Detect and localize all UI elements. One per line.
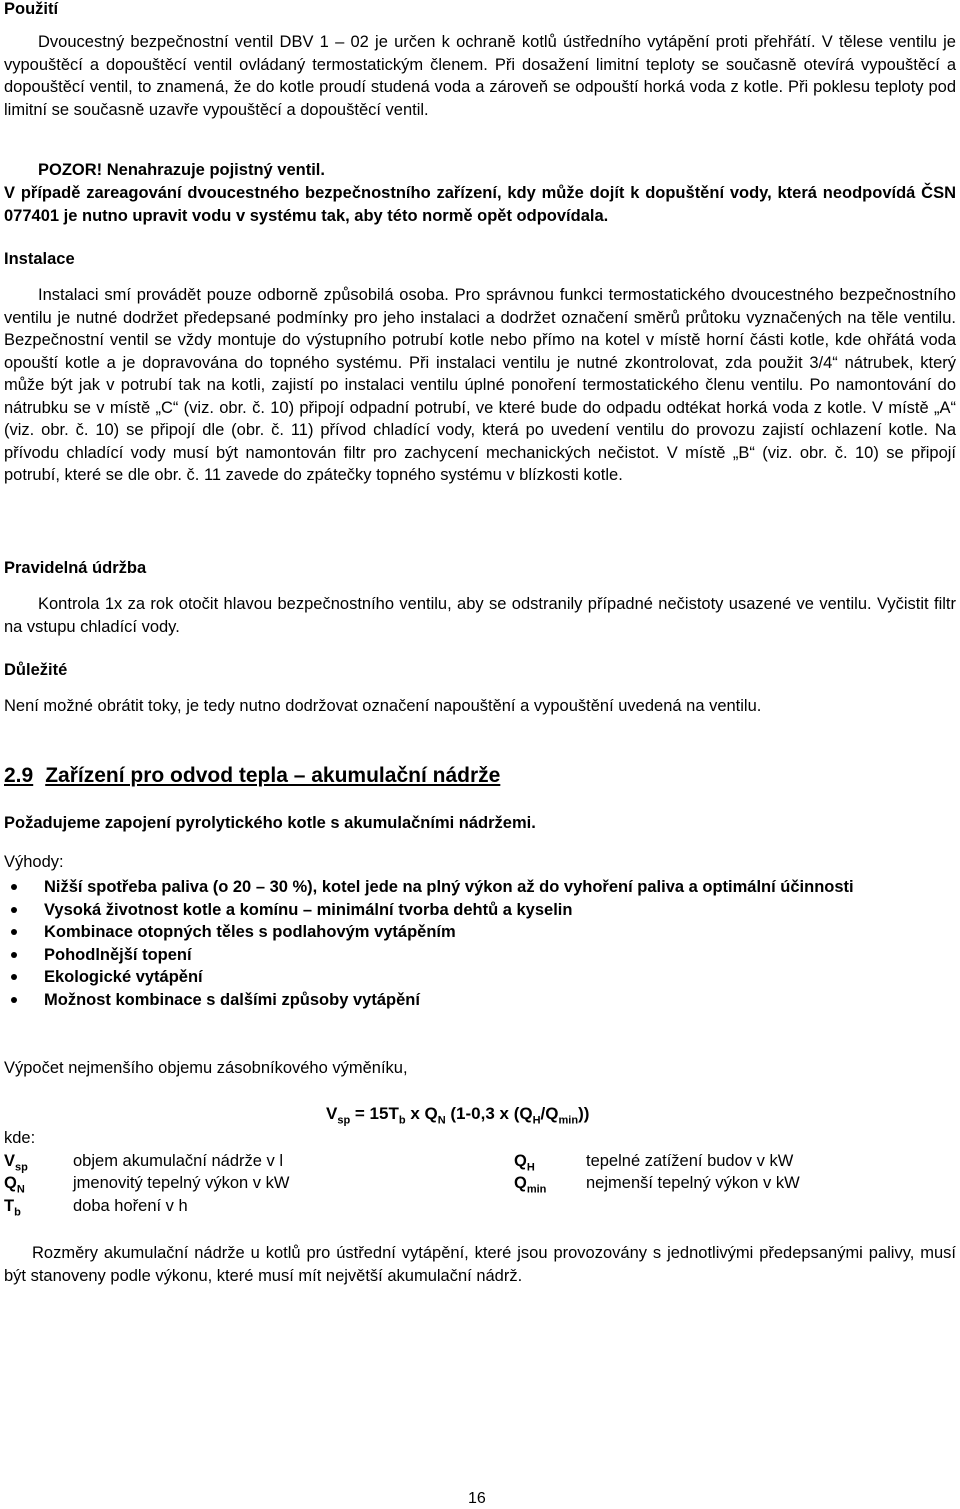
desc-qh: tepelné zatížení budov v kW <box>586 1152 794 1170</box>
warning-text: POZOR! Nenahrazuje pojistný ventil. <box>38 161 325 179</box>
symbol-qh: $Q_H$ <box>514 1152 535 1174</box>
pouziti-paragraph-2: V případě zareagování dvoucestného bezpečnostního zařízení, kdy může dojít k dopuštění vody, která neodpovídá ČSN 077401 je nutno upravit vodu v systému tak, aby této normě opět odpovídala. <box>4 184 956 225</box>
bullet-icon <box>11 974 17 980</box>
symbol-tb: $T_b$ <box>4 1197 21 1219</box>
heading-pouziti: Použití <box>4 0 59 18</box>
requirement-text: Požadujeme zapojení pyrolytického kotle s akumulačními nádržemi. <box>4 814 536 832</box>
page-number: 16 <box>468 1490 486 1507</box>
list-item: Kombinace otopných těles s podlahovým vytápěním <box>4 921 956 944</box>
section-heading-2-9 <box>4 764 500 788</box>
symbol-qmin: $Q_{min}$ <box>514 1174 547 1196</box>
symbol-vsp: $V_{sp}$ <box>4 1152 28 1174</box>
advantages-label: Výhody: <box>4 853 64 871</box>
advantages-list <box>4 876 956 1011</box>
symbol-qn: $Q_N$ <box>4 1174 25 1196</box>
calc-intro: Výpočet nejmenšího objemu zásobníkového výměníku, <box>4 1059 408 1077</box>
list-item: Ekologické vytápění <box>4 966 956 989</box>
heading-dulezite: Důležité <box>4 661 68 679</box>
instalace-paragraph: Instalaci smí provádět pouze odborně způsobilá osoba. Pro správnou funkci termostatického dvoucestného bezpečnostního ventilu je nutné dodržet předepsané podmínky pro jeho instalaci a dodržet označení směrů průtoku vyznačených na těle ventilu. Bezpečnostní ventil se vždy montuje do výstupního potrubí kotle nebo přímo na kotel v místě horní části kotle, kde ohřátá voda opouští kotle a je dopravována do topného systému. Při instalaci ventilu je nutné zkontrolovat, zda použit 3/4“ nátrubek, který může být jak v potrubí tak na kotli, zajistí po instalaci ventilu úplné ponoření termostatického členu ventilu. Po namontování do nátrubku se v místě „C“ (viz. obr. č. 10) připojí odpadní potrubí, ve které bude do odpadu odtékat horká voda z kotle. V místě „A“ (viz. obr. č. 10) se připojí dle (obr. č. 11) přívod chladící vody, která po uvedení ventilu do provozu zajistí ochlazení kotle. Na přívodu chladící vody musí být namontován filtr pro zachycení mechanických nečistot. V místě „B“ (viz. obr. č. 10) se připojí potrubí, které se dle obr. č. 11 zavede do zpátečky topného systému v blízkosti kotle. <box>4 286 956 484</box>
desc-tb: doba hoření v h <box>73 1197 188 1215</box>
bullet-icon <box>11 884 17 890</box>
list-item: Vysoká životnost kotle a komínu – minimální tvorba dehtů a kyselin <box>4 899 956 922</box>
kde-label: kde: <box>4 1129 36 1147</box>
dulezite-paragraph: Není možné obrátit toky, je tedy nutno dodržovat označení napouštění a vypouštění uvedená na ventilu. <box>4 697 762 715</box>
desc-qn: jmenovitý tepelný výkon v kW <box>73 1174 290 1192</box>
heading-instalace: Instalace <box>4 250 75 268</box>
udrzba-paragraph: Kontrola 1x za rok otočit hlavou bezpečnostního ventilu, aby se odstranily případné nečistoty usazené ve ventilu. Vyčistit filtr na vstupu chladící vody. <box>4 595 956 636</box>
list-item: Nižší spotřeba paliva (o 20 – 30 %), kotel jede na plný výkon až do vyhoření paliva a optimální účinnosti <box>4 876 956 899</box>
desc-vsp: objem akumulační nádrže v l <box>73 1152 284 1170</box>
bullet-icon <box>11 907 17 913</box>
pouziti-paragraph: Dvoucestný bezpečnostní ventil DBV 1 – 02 je určen k ochraně kotlů ústředního vytápění proti přehřátí. V tělese ventilu je vypouštěcí a dopouštěcí ventil ovládaný termostatickým členem. Při dosažení limitní teploty se současně otevírá vypouštěcí a dopouštěcí ventil, to znamená, že do kotle proudí studená voda a zároveň se odpouští horká voda z kotle. Při poklesu teploty pod limitní se současně uzavře vypouštěcí a dopouštěcí ventil. <box>4 33 956 119</box>
closing-paragraph: Rozměry akumulační nádrže u kotlů pro ústřední vytápění, které jsou provozovány s jednotlivými předepsanými palivy, musí být stanoveny podle výkonu, které musí mít největší akumulační nádrž. <box>4 1244 956 1285</box>
formula: $V_{sp} = 15T_b$ x $Q_N$ (1-0,3 x $(Q_H/Q_{min})$) <box>326 1104 590 1127</box>
heading-udrzba: Pravidelná údržba <box>4 559 147 577</box>
section-number: 2.9 <box>4 764 34 787</box>
list-item: Možnost kombinace s dalšími způsoby vytápění <box>4 989 956 1012</box>
bullet-icon <box>11 997 17 1003</box>
section-title: Zařízení pro odvod tepla – akumulační nádrže <box>45 764 501 787</box>
desc-qmin: nejmenší tepelný výkon v kW <box>586 1174 800 1192</box>
bullet-icon <box>11 929 17 935</box>
bullet-icon <box>11 952 17 958</box>
list-item: Pohodlnější topení <box>4 944 956 967</box>
